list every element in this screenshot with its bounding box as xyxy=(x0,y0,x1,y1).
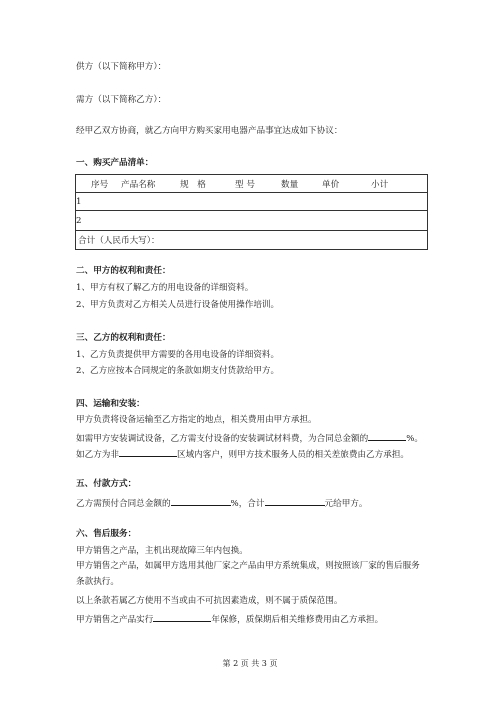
warranty-suffix: 年保修，质保期后相关维修费用由乙方承担。 xyxy=(211,615,384,625)
col-header-subtotal: 小计 xyxy=(371,180,389,190)
section-4-line-1: 甲方负责将设备运输至乙方指定的地点，相关费用由甲方承担。 xyxy=(76,415,317,425)
intro-line: 经甲乙双方协商，就乙方向甲方购买家用电器产品事宜达成如下协议： xyxy=(76,126,343,136)
prepay-amount-blank[interactable] xyxy=(265,496,325,506)
section-6-title: 六、售后服务： xyxy=(76,529,137,539)
section-4-line-3 xyxy=(76,447,409,461)
region-text: 如乙方为非 xyxy=(76,450,119,460)
total-text: %，合计 xyxy=(230,499,265,509)
prepay-percent-blank[interactable] xyxy=(171,496,231,506)
page-number-footer: 第 2 页 共 3 页 xyxy=(222,659,278,668)
section-3-item-2: 2、乙方应按本合同规定的条款如期支付货款给甲方。 xyxy=(76,366,280,376)
section-1-title: 一、购买产品清单： xyxy=(76,158,154,168)
section-2-item-1: 1、甲方有权了解乙方的用电设备的详细资料。 xyxy=(76,283,254,293)
section-2-title: 二、甲方的权利和责任： xyxy=(76,266,171,276)
table-header-row xyxy=(76,175,428,193)
supplier-line: 供方（以下简称甲方）： xyxy=(76,62,167,72)
product-list-table xyxy=(75,174,428,250)
prepay-text: 乙方需预付合同总金额的 xyxy=(76,499,171,509)
buyer-line: 需方（以下简称乙方）： xyxy=(76,95,167,105)
row-number: 2 xyxy=(76,215,82,226)
section-6-line-4 xyxy=(76,612,383,626)
prepay-suffix: 元给甲方。 xyxy=(324,499,368,509)
install-fee-text: 如需甲方安装调试设备，乙方需支付设备的安装调试材料费，为合同总金额的 xyxy=(76,434,369,444)
row-number: 1 xyxy=(76,196,82,207)
region-blank[interactable] xyxy=(119,447,177,457)
section-3-title: 三、乙方的权利和责任： xyxy=(76,333,171,343)
col-header-model: 型 号 xyxy=(235,180,255,190)
table-row xyxy=(76,193,428,211)
total-row xyxy=(76,231,428,250)
col-header-quantity: 数量 xyxy=(281,180,299,190)
section-6-line-2: 甲方销售之产品，如属甲方选用其他厂家之产品由甲方系统集成，则按照该厂家的售后服务条款执行。 xyxy=(76,561,420,587)
section-2-item-2: 2、甲方负责对乙方相关人员进行设备使用操作培训。 xyxy=(76,300,280,310)
warranty-years-blank[interactable] xyxy=(153,612,211,622)
section-4-title: 四、运输和安装： xyxy=(76,399,145,409)
col-header-product-name: 产品名称 xyxy=(121,180,156,190)
warranty-text: 甲方销售之产品实行 xyxy=(76,615,154,625)
travel-fee-text: 区域内客户，则甲方技术服务人员的相关差旅费由乙方承担。 xyxy=(176,450,410,460)
col-header-no: 序号 xyxy=(91,180,109,190)
total-label: 合计（人民币大写）： xyxy=(78,236,160,246)
percent-suffix: %。 xyxy=(406,434,423,444)
section-6-line-3: 以上条款若属乙方使用不当或由不可抗因素造成，则不属于质保范围。 xyxy=(76,596,343,606)
section-5-line xyxy=(76,496,367,510)
section-3-item-1: 1、乙方负责提供甲方需要的各用电设备的详细资料。 xyxy=(76,350,280,360)
section-4-line-2 xyxy=(76,431,423,445)
install-fee-percent-blank[interactable] xyxy=(368,431,406,441)
col-header-unit-price: 单价 xyxy=(322,180,340,190)
col-header-spec: 规 格 xyxy=(180,180,206,190)
section-5-title: 五、付款方式： xyxy=(76,479,137,489)
section-6-line-1: 甲方销售之产品，主机出现故障三年内包换。 xyxy=(76,546,248,556)
table-row xyxy=(76,211,428,231)
